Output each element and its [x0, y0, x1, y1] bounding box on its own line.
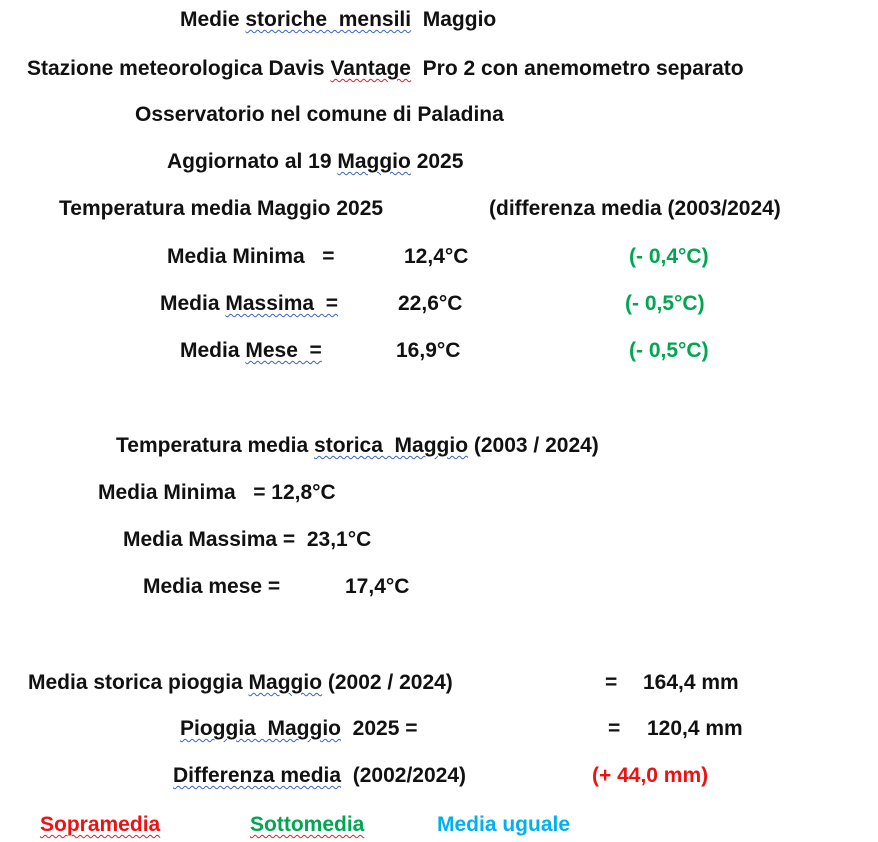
historical-heading-c: (2003 / 2024) — [468, 434, 599, 457]
rain-current-label-a: Pioggia Maggio — [180, 717, 341, 740]
current-min-label: Media Minima = — [167, 245, 335, 268]
current-month-value: 16,9°C — [396, 339, 461, 362]
current-month-label — [180, 338, 322, 364]
title-line-2-b: Vantage — [330, 57, 411, 80]
historical-heading-a: Temperatura media — [116, 434, 315, 457]
current-max-label-a: Media — [160, 292, 226, 315]
legend-above-average: Sopramedia — [40, 813, 161, 836]
current-max-value: 22,6°C — [398, 292, 463, 315]
legend-equal-average: Media uguale — [437, 813, 571, 836]
current-min-diff: (- 0,4°C) — [629, 245, 709, 268]
historical-month-label: Media mese = — [143, 575, 281, 598]
current-month-diff: (- 0,5°C) — [629, 339, 709, 362]
title-line-4-a: Aggiornato al 19 — [167, 150, 338, 173]
title-line-3: Osservatorio nel comune di Paladina — [135, 103, 504, 126]
title-line-1-b: storiche mensili — [245, 8, 412, 31]
legend-below-average: Sottomedia — [250, 813, 365, 836]
rain-diff-label — [173, 763, 466, 789]
rain-current-label — [180, 716, 417, 742]
title-line-4-b: Maggio — [337, 150, 411, 173]
current-max-diff: (- 0,5°C) — [625, 292, 705, 315]
current-heading: Temperatura media Maggio 2025 — [59, 197, 384, 220]
rain-historical-label-a: Media storica pioggia — [28, 671, 249, 694]
title-line-2-c: Pro 2 con anemometro separato — [410, 57, 744, 80]
rain-diff-label-a: Differenza media — [173, 764, 342, 787]
rain-historical-equals: = — [605, 671, 618, 694]
rain-current-label-b: 2025 = — [341, 717, 418, 740]
title-line-1 — [180, 7, 496, 33]
historical-month-value: 17,4°C — [345, 575, 410, 598]
rain-current-value: 120,4 mm — [647, 717, 743, 740]
current-month-label-a: Media — [180, 339, 246, 362]
historical-max: Media Massima = 23,1°C — [123, 528, 372, 551]
title-line-2 — [27, 56, 744, 82]
historical-heading-b: storica Maggio — [314, 434, 469, 457]
rain-diff-label-b: (2002/2024) — [341, 764, 466, 787]
current-diff-heading: (differenza media (2003/2024) — [489, 197, 781, 220]
title-line-2-a: Stazione meteorologica Davis — [27, 57, 331, 80]
historical-min: Media Minima = 12,8°C — [98, 481, 336, 504]
rain-historical-label-c: (2002 / 2024) — [322, 671, 453, 694]
rain-current-equals: = — [608, 717, 621, 740]
rain-historical-label-b: Maggio — [248, 671, 323, 694]
rain-historical-value: 164,4 mm — [643, 671, 739, 694]
title-line-1-c: Maggio — [411, 8, 497, 31]
title-line-1-a: Medie — [180, 8, 246, 31]
historical-heading — [116, 433, 599, 459]
rain-historical-label — [28, 670, 453, 696]
title-line-4 — [167, 149, 463, 175]
rain-diff-value: (+ 44,0 mm) — [592, 764, 709, 787]
current-max-label — [160, 291, 338, 317]
current-max-label-b: Massima = — [225, 292, 339, 315]
title-line-4-c: 2025 — [410, 150, 464, 173]
current-month-label-b: Mese = — [245, 339, 322, 362]
current-min-value: 12,4°C — [404, 245, 469, 268]
